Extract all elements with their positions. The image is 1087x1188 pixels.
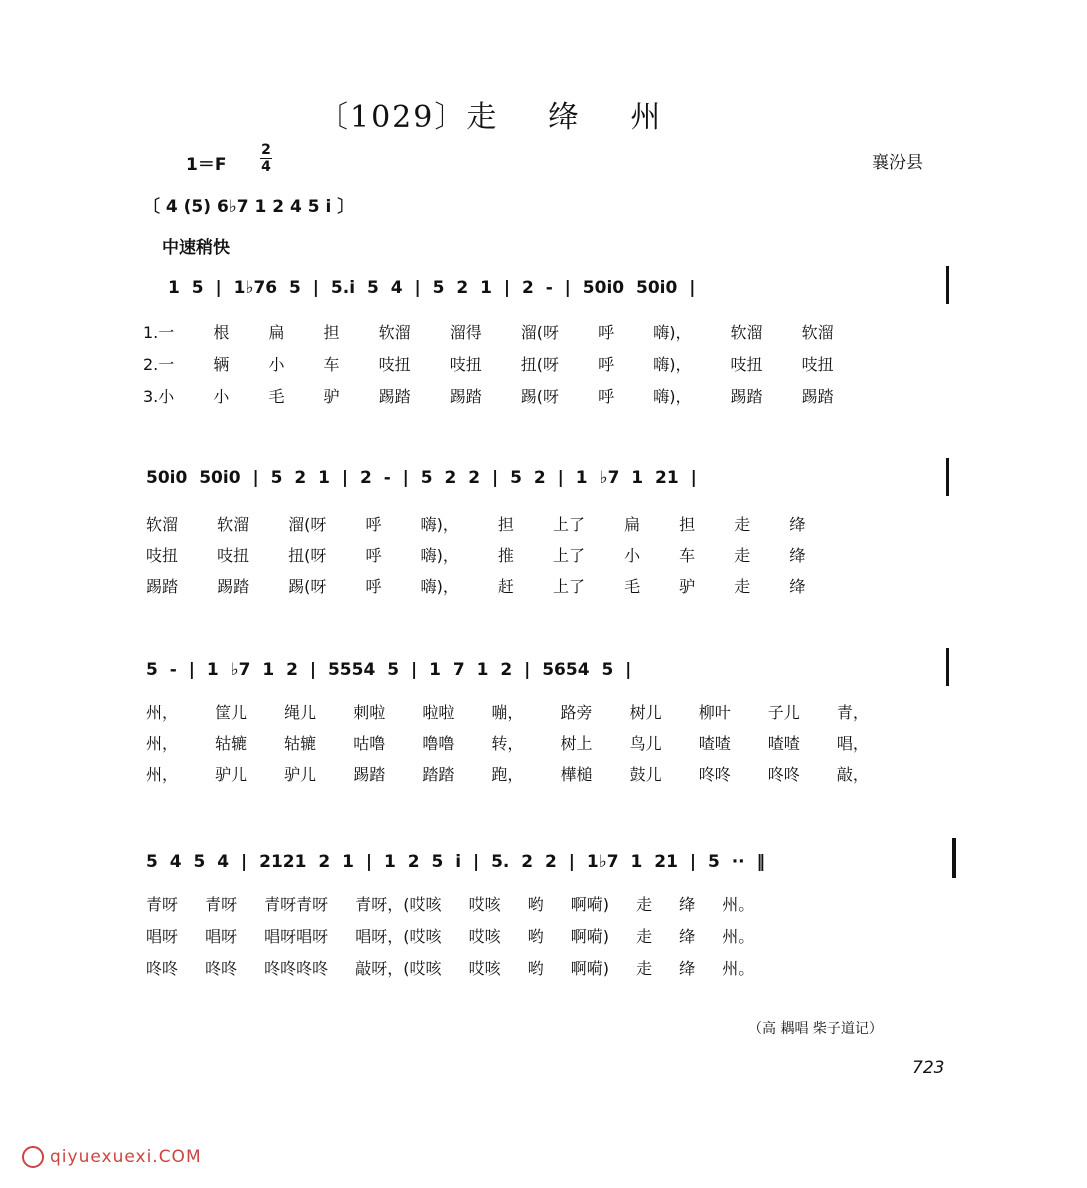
key-signature bbox=[186, 142, 271, 175]
page-number: 723 bbox=[912, 1058, 945, 1078]
song-title bbox=[318, 92, 662, 136]
system-1-lyric-3: 3.小 小 毛 驴 踢踏 踢踏 踢(呀 呼 嗨)， 踢踏 踢踏 bbox=[143, 387, 834, 406]
time-signature bbox=[259, 142, 273, 175]
key-label: 1＝F bbox=[186, 155, 227, 175]
system-1-notes: 1 5 | 1♭76 5 | 5.i 5 4 | 5 2 1 | 2 - | 50i0 50i0 | bbox=[168, 278, 696, 298]
system-3-lyric-2: 州， 轱辘 轱辘 咕噜 噜噜 转， 树上 鸟儿 喳喳 喳喳 唱， bbox=[146, 734, 869, 753]
final-bar-thick bbox=[952, 838, 956, 878]
time-bottom: 4 bbox=[261, 159, 271, 175]
system-3-end-bar bbox=[946, 648, 949, 686]
watermark-text: qiyuexuexi.COM bbox=[50, 1147, 202, 1167]
tempo-marking: 中速稍快 bbox=[162, 238, 230, 258]
time-top: 2 bbox=[261, 142, 271, 158]
system-4-lyric-1: 青呀 青呀 青呀青呀 青呀，(哎咳 哎咳 哟 啊嗬) 走 绛 州。 bbox=[146, 895, 755, 914]
performer-credit: （高 耦唱 柴子道记） bbox=[748, 1021, 883, 1037]
watermark-logo-icon bbox=[22, 1146, 44, 1168]
song-number: 〔1029〕 bbox=[318, 100, 467, 135]
system-3-notes: 5 - | 1 ♭7 1 2 | 5554 5 | 1 7 1 2 | 5654 5 | bbox=[146, 660, 632, 680]
system-1-lyric-2: 2.一 辆 小 车 吱扭 吱扭 扭(呀 呼 嗨)， 吱扭 吱扭 bbox=[143, 355, 834, 374]
system-2-lyric-3: 踢踏 踢踏 踢(呀 呼 嗨)， 赶 上了 毛 驴 走 绛 bbox=[146, 577, 806, 596]
system-1-end-bar bbox=[946, 266, 949, 304]
system-2-end-bar bbox=[946, 458, 949, 496]
system-2-notes: 50i0 50i0 | 5 2 1 | 2 - | 5 2 2 | 5 2 | 1 ♭7 1 21 | bbox=[146, 468, 697, 488]
system-1-lyric-1: 1.一 根 扁 担 软溜 溜得 溜(呀 呼 嗨)， 软溜 软溜 bbox=[143, 323, 834, 342]
title-char-3: 州 bbox=[630, 100, 663, 135]
system-3-lyric-3: 州， 驴儿 驴儿 踢踏 踏踏 跑， 樺槌 鼓儿 咚咚 咚咚 敲， bbox=[146, 765, 869, 784]
region-label: 襄汾县 bbox=[872, 153, 923, 173]
title-char-1: 走 bbox=[466, 100, 499, 135]
system-4-lyric-3: 咚咚 咚咚 咚咚咚咚 敲呀，(哎咳 哎咳 哟 啊嗬) 走 绛 州。 bbox=[146, 959, 755, 978]
system-2-lyric-1: 软溜 软溜 溜(呀 呼 嗨)， 担 上了 扁 担 走 绛 bbox=[146, 515, 806, 534]
system-3-lyric-1: 州， 筐儿 绳儿 刺啦 啦啦 嘣， 路旁 树儿 柳叶 子儿 青， bbox=[146, 703, 869, 722]
system-2-lyric-2: 吱扭 吱扭 扭(呀 呼 嗨)， 推 上了 小 车 走 绛 bbox=[146, 546, 806, 565]
system-4-lyric-2: 唱呀 唱呀 唱呀唱呀 唱呀，(哎咳 哎咳 哟 啊嗬) 走 绛 州。 bbox=[146, 927, 755, 946]
scale-line: 〔 4 (5) 6♭7 1 2 4 5 i 〕 bbox=[143, 197, 355, 217]
watermark bbox=[22, 1146, 202, 1168]
title-char-2: 绛 bbox=[548, 100, 581, 135]
system-4-notes: 5 4 5 4 | 2121 2 1 | 1 2 5 i | 5. 2 2 | 1♭7 1 21 | 5 ·· ‖ bbox=[146, 852, 766, 872]
